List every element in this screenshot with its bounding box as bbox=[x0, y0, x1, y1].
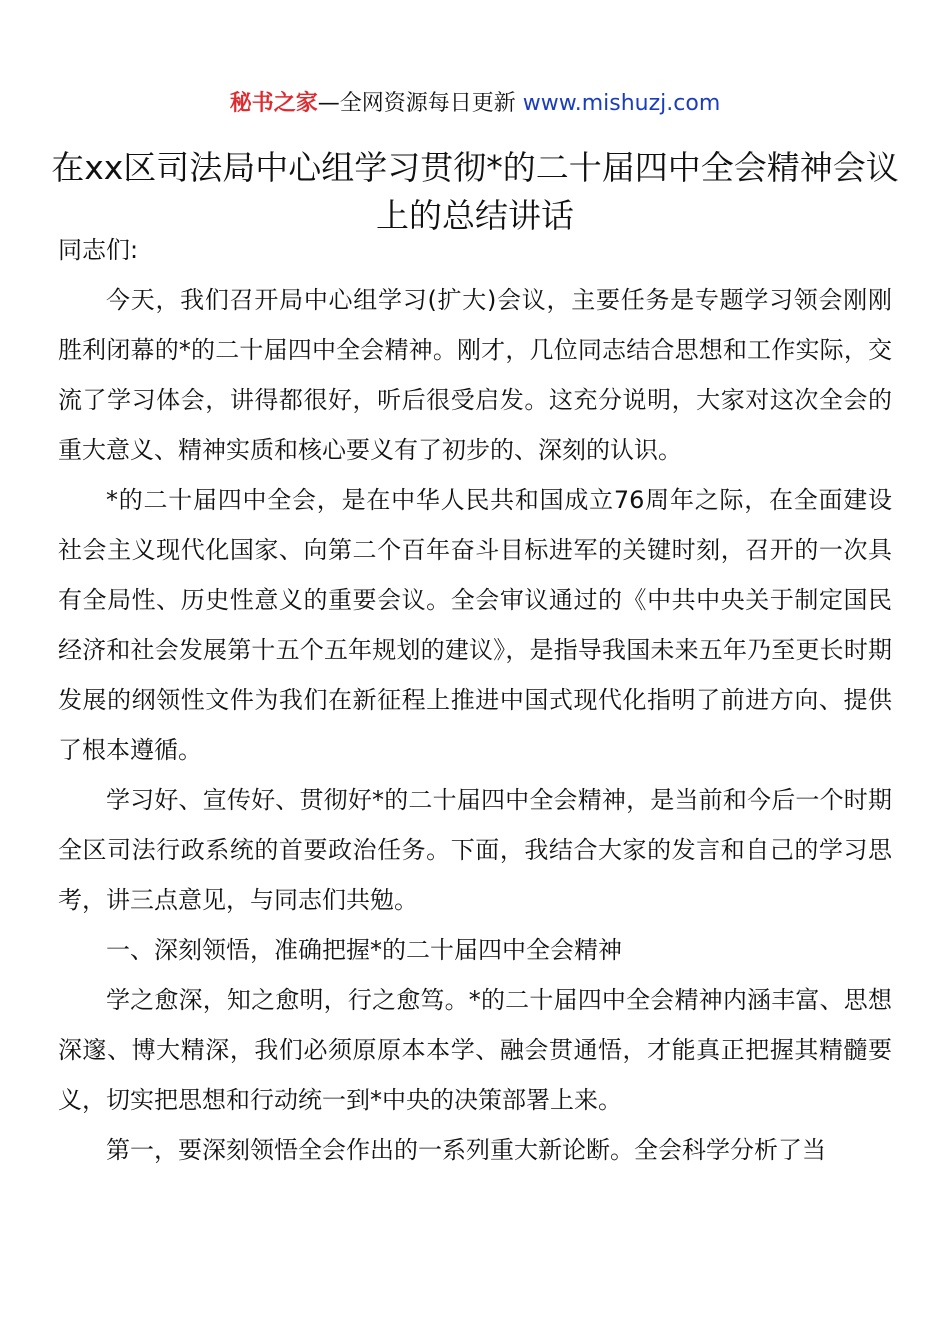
salutation: 同志们: bbox=[58, 236, 139, 264]
brand-name: 秘书之家 bbox=[229, 91, 318, 116]
paragraph-1: 今天，我们召开局中心组学习(扩大)会议，主要任务是专题学习领会刚刚胜利闭幕的*的二十届四中全会精神。刚才，几位同志结合思想和工作实际，交流了学习体会，讲得都很好，听后很受启发。这充分说明，大家对这次全会的重大意义、精神实质和核心要义有了初步的、深刻的认识。 bbox=[58, 286, 892, 464]
site-header bbox=[0, 88, 950, 120]
paragraph-5: 第一，要深刻领悟全会作出的一系列重大新论断。全会科学分析了当 bbox=[106, 1136, 826, 1164]
document-body bbox=[58, 225, 892, 1175]
site-url-link[interactable]: www.mishuzj.com bbox=[522, 91, 721, 116]
paragraph-4: 学之愈深，知之愈明，行之愈笃。*的二十届四中全会精神内涵丰富、思想深邃、博大精深，我们必须原原本本学、融会贯通悟，才能真正把握其精髓要义，切实把思想和行动统一到*中央的决策部署上来。 bbox=[58, 986, 892, 1114]
paragraph-2: *的二十届四中全会，是在中华人民共和国成立76周年之际，在全面建设社会主义现代化国家、向第二个百年奋斗目标进军的关键时刻，召开的一次具有全局性、历史性意义的重要会议。全会审议通过的《中共中央关于制定国民经济和社会发展第十五个五年规划的建议》，是指导我国未来五年乃至更长时期发展的纲领性文件为我们在新征程上推进中国式现代化指明了前进方向、提供了根本遵循。 bbox=[58, 486, 892, 764]
header-slogan: —全网资源每日更新 bbox=[317, 91, 523, 116]
document-title: 在xx区司法局中心组学习贯彻*的二十届四中全会精神会议上的总结讲话 bbox=[51, 148, 899, 235]
section-heading-1: 一、深刻领悟，准确把握*的二十届四中全会精神 bbox=[106, 936, 622, 964]
paragraph-3: 学习好、宣传好、贯彻好*的二十届四中全会精神，是当前和今后一个时期全区司法行政系统的首要政治任务。下面，我结合大家的发言和自己的学习思考，讲三点意见，与同志们共勉。 bbox=[58, 786, 892, 914]
